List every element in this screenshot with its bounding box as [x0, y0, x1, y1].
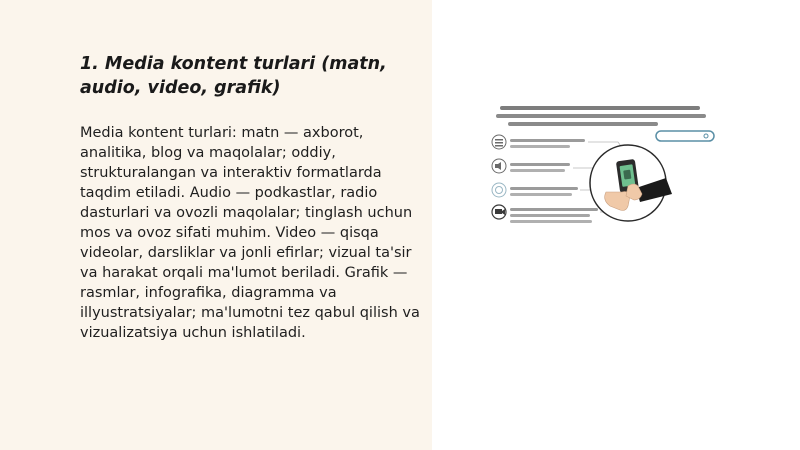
illustration-search-bar	[656, 131, 714, 141]
text-line	[510, 208, 598, 211]
text-line	[510, 145, 570, 148]
text-line	[510, 169, 565, 172]
illustration-caption	[496, 106, 706, 126]
video-icon	[492, 205, 506, 219]
text-line	[510, 139, 585, 142]
text-line	[510, 193, 572, 196]
slide-title: 1. Media kontent turlari (matn, audio, video, grafik)	[80, 54, 387, 98]
slide-body: Media kontent turlari: matn — axborot, analitika, blog va maqolalar; oddiy, strukturalangan va interaktiv formatlarda taqdim etiladi. Audio — podkastlar, radio dasturlari va ovozli maqolalar; tinglash uchun mos va ovoz sifati muhim. Video — qisqa videolar, darsliklar va jonli efirlar; vizual ta'sir va harakat orqali ma'lumot beriladi. Grafik — rasmlar, infografika, diagramma va illyustratsiyalar; ma'lumotni tez qabul qilish va vizualizatsiya uchun ishlatiladi.	[80, 125, 420, 341]
sound-icon	[492, 159, 506, 173]
text-line	[510, 214, 590, 217]
text-line	[510, 220, 592, 223]
text-line	[510, 187, 578, 190]
list-icon	[492, 135, 506, 149]
text-line	[510, 163, 570, 166]
phone-hand-illustration	[590, 145, 672, 221]
media-illustration	[478, 98, 728, 243]
clock-icon	[492, 183, 506, 197]
